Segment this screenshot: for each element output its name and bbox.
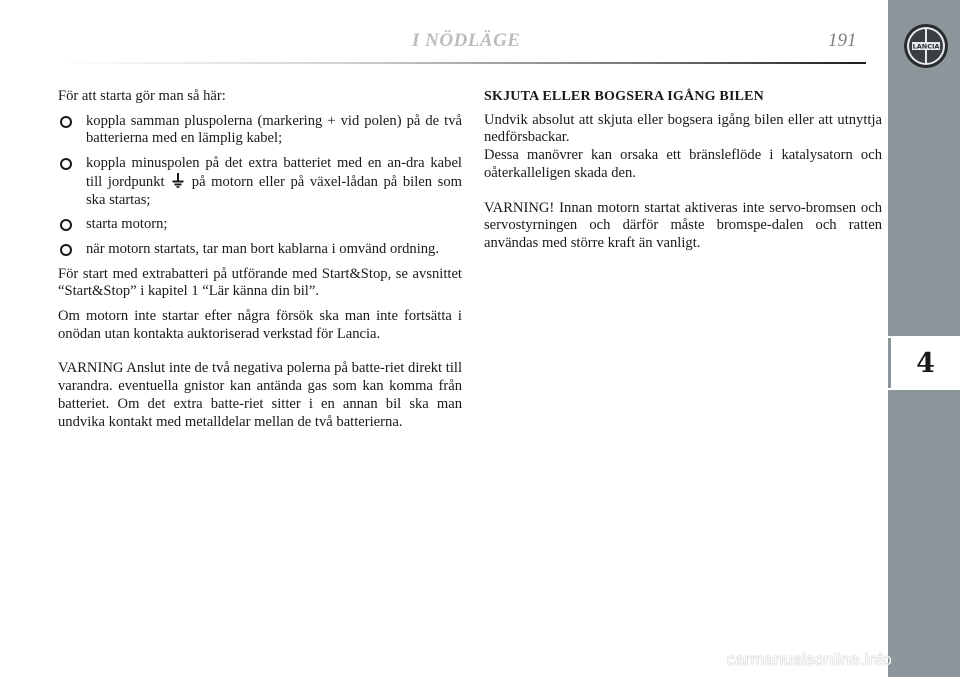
list-item — [58, 216, 462, 234]
battery-warning: VARNING Anslut inte de två negativa polerna på batte-riet direkt till varandra. eventuella gnistor kan antända gas som kan komma från batteriet. Om det extra batte-riet sitter i en annan bil ska man undvika kontakt med metalldelar mellan de två batterierna. — [58, 360, 462, 430]
intro-text: För att starta gör man så här: — [58, 88, 226, 104]
section-title: I NÖDLÄGE — [412, 30, 521, 51]
push-start-paragraph: Undvik absolut att skjuta eller bogsera igång bilen eller att utnyttja nedförsbackar. — [484, 111, 882, 146]
left-column — [58, 88, 462, 438]
bullet-circle-icon — [60, 219, 72, 231]
servo-warning: VARNING! Innan motorn startat aktiveras inte servo-bromsen och servostyrningen och därför måste bromspe-dalen och ratten användas med större kraft än vanligt. — [484, 199, 882, 251]
list-item — [58, 113, 462, 148]
chapter-number: 4 — [916, 347, 935, 379]
ground-symbol-icon — [172, 173, 184, 188]
catalyst-paragraph: Dessa manövrer kan orsaka ett bränsleflöde i katalysatorn och oåterkalleligen skada den. — [484, 147, 882, 181]
workshop-paragraph: Om motorn inte startar efter några försök ska man inte fortsätta i onödan utan kontakta auktoriserad verkstad för Lancia. — [58, 308, 462, 342]
header-divider — [58, 62, 866, 64]
bullet-circle-icon — [60, 244, 72, 256]
startstop-paragraph: För start med extrabatteri på utförande med Start&Stop, se avsnittet “Start&Stop” i kapitel 1 “Lär känna din bil”. — [58, 265, 462, 300]
list-item-text: starta motorn; — [86, 216, 168, 233]
list-item — [58, 155, 462, 209]
list-item-text: när motorn startats, tar man bort kablarna i omvänd ordning. — [86, 240, 439, 257]
logo-text: LANCIA — [912, 42, 940, 51]
lancia-logo-icon — [902, 22, 950, 70]
watermark: carmanualsonline.info — [726, 650, 892, 669]
page-number: 191 — [828, 30, 857, 51]
bullet-circle-icon — [60, 158, 72, 170]
list-item-text: på motorn eller på växel-lådan på bilen som ska startas; — [86, 173, 462, 208]
tab-divider-bottom — [888, 388, 960, 390]
right-column — [484, 88, 882, 260]
bullet-circle-icon — [60, 116, 72, 128]
chapter-marker[interactable] — [891, 338, 960, 388]
list-item-text: koppla samman pluspolerna (markering + vid polen) på de två batterierna med en lämplig kabel; — [86, 112, 462, 147]
list-item-text: koppla minuspolen på det extra batteriet med en an-dra kabel till jordpunkt — [86, 155, 462, 190]
list-item — [58, 241, 462, 259]
section-heading: SKJUTA ELLER BOGSERA IGÅNG BILEN — [484, 89, 764, 104]
